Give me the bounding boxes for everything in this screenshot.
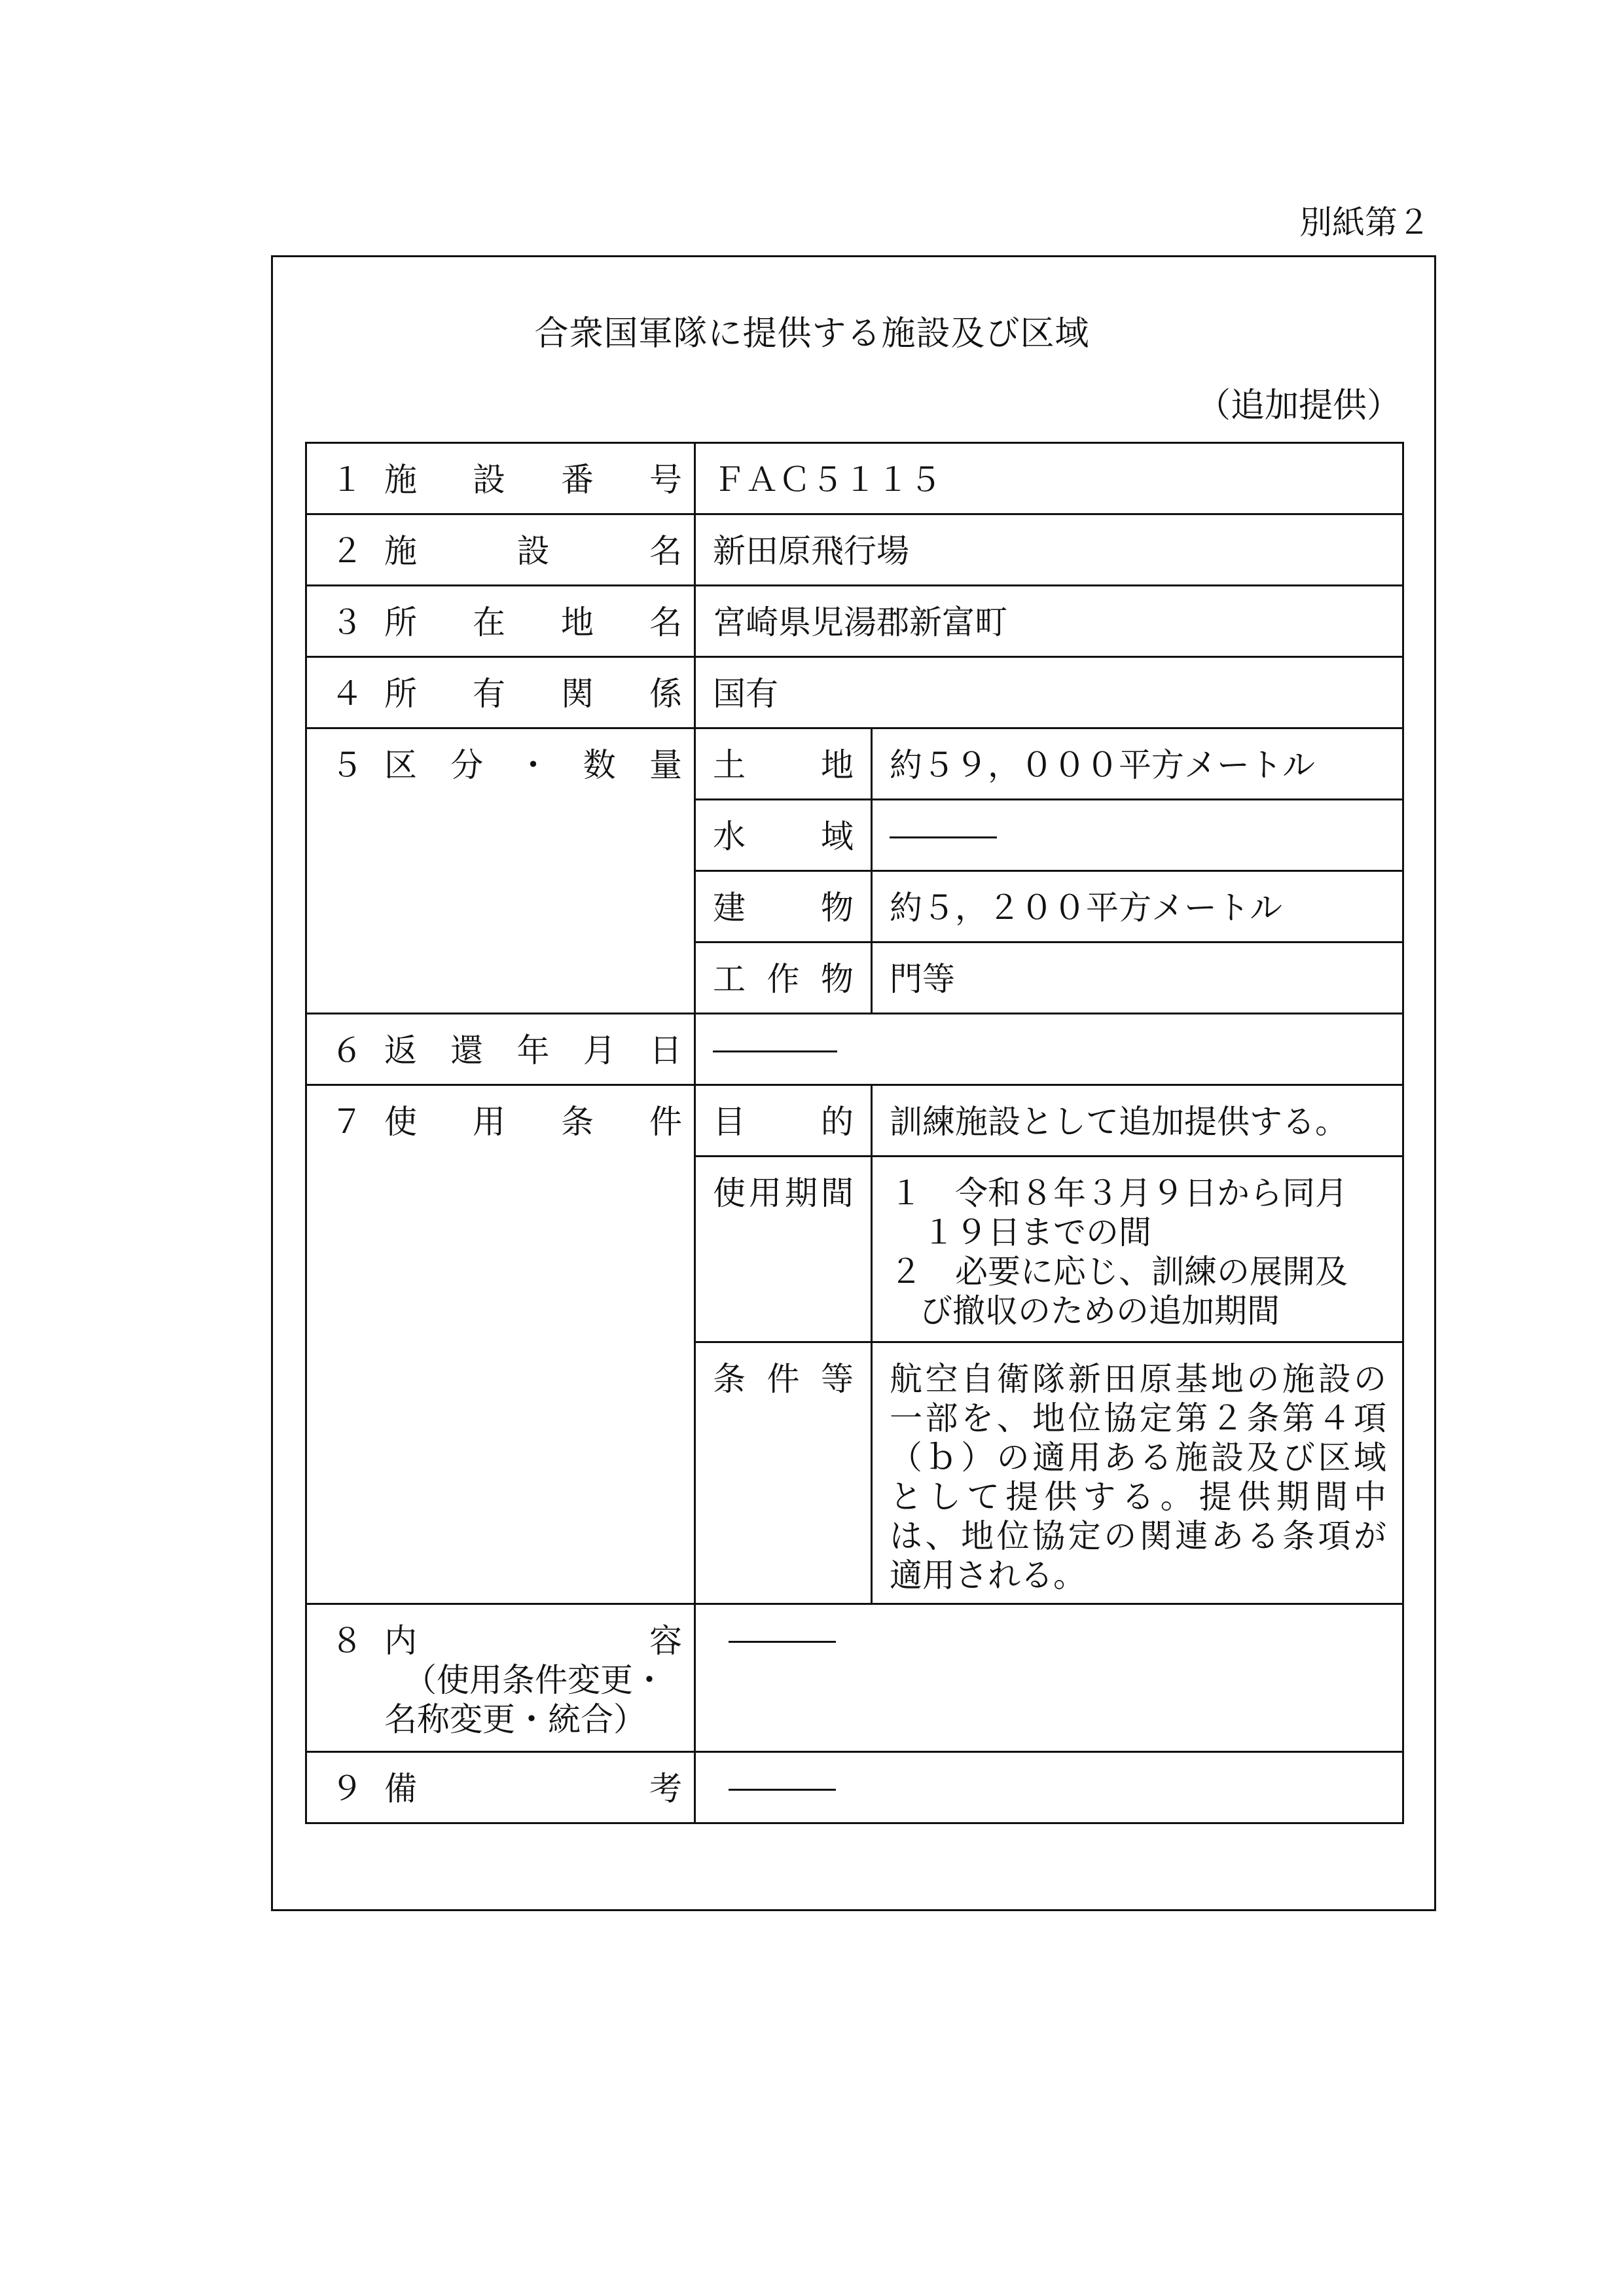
sub-label-cell [695,1342,872,1604]
value-cell [695,1752,1403,1823]
table-row [306,586,1403,657]
value-cell [872,728,1403,800]
row-label-sub: （使用条件変更・ [404,1661,666,1699]
value-cell [872,871,1403,942]
table-row [306,443,1403,514]
value-cell [872,1157,1403,1342]
table-row [306,1085,1403,1157]
value-cell [695,657,1403,728]
label-cell [306,1014,695,1085]
row-label: 内容 [384,1622,682,1660]
row-number: ９ [331,1770,363,1808]
row-label: 所在地名 [384,603,682,641]
table-row [306,514,1403,586]
sub-label-cell [695,942,872,1014]
row-label-sub: 名称変更・統合） [384,1700,646,1738]
sub-label-cell [695,1157,872,1342]
ownership: 国有 [713,675,778,713]
sub-label-cell [695,871,872,942]
row-number: １ [331,461,363,499]
land-area: 約５９，０００平方メートル [890,746,1315,784]
period-line: び撤収のための追加期間 [920,1292,1280,1330]
label-cell [306,514,695,586]
sub-label: 土地 [713,746,854,784]
document-subtitle: （追加提供） [1196,386,1401,425]
sub-label: 工作物 [713,960,854,998]
water-area-dash [890,836,997,838]
label-cell [306,443,695,514]
condition-line: として提供する。提供期間中 [890,1478,1386,1516]
sub-label-cell [695,1085,872,1157]
remarks-dash [729,1789,836,1791]
structures: 門等 [890,960,955,998]
label-cell [306,728,695,1014]
facility-table [305,442,1404,1824]
row-label: 区分・数量 [384,746,682,784]
label-cell [306,657,695,728]
row-label: 所有関係 [384,675,682,713]
sub-label: 建物 [713,889,854,927]
value-cell [872,800,1403,871]
row-label: 返還年月日 [384,1031,682,1069]
table-row [306,1014,1403,1085]
value-cell [872,942,1403,1014]
sub-label: 目的 [713,1103,854,1141]
conditions [873,1343,1402,1595]
condition-line: （ｂ）の適用ある施設及び区域 [890,1439,1386,1477]
row-number: ３ [331,603,363,641]
value-cell [695,514,1403,586]
condition-line: 適用される。 [890,1556,1086,1594]
return-date-dash [713,1050,837,1052]
label-cell [306,1085,695,1604]
label-cell [306,1604,695,1752]
sub-label: 使用期間 [713,1174,854,1212]
value-cell [695,1014,1403,1085]
row-label: 使用条件 [384,1103,682,1141]
value-cell [872,1085,1403,1157]
building-area: 約５，２００平方メートル [890,889,1282,927]
period-line: １９日までの間 [922,1213,1151,1251]
value-cell [695,443,1403,514]
table-row [306,657,1403,728]
condition-line: 一部を、地位協定第２条第４項 [890,1399,1386,1437]
row-number: ５ [331,746,363,784]
table-row [306,1604,1403,1752]
period-line: ２ 必要に応じ、訓練の展開及 [890,1253,1348,1291]
condition-line: 航空自衛隊新田原基地の施設の [890,1360,1386,1398]
condition-line: は、地位協定の関連ある条項が [890,1517,1386,1555]
label-cell [306,1752,695,1823]
usage-period [873,1157,1402,1331]
value-cell [695,586,1403,657]
row-number: ２ [331,532,363,570]
facility-name: 新田原飛行場 [713,532,909,570]
contents-dash [729,1641,836,1643]
sub-label: 条件等 [713,1360,854,1398]
row-number: ８ [331,1622,363,1660]
location: 宮崎県児湯郡新富町 [713,603,1007,641]
row-number: ６ [331,1031,363,1069]
table-row [306,1752,1403,1823]
annex-label: 別紙第２ [1299,204,1430,242]
value-cell [695,1604,1403,1752]
table-row [306,728,1403,800]
row-label: 施設番号 [384,461,682,499]
row-number: ４ [331,675,363,713]
sub-label-cell [695,800,872,871]
facility-number: ＦＡＣ５１１５ [713,461,942,499]
row-number: ７ [331,1103,363,1141]
sub-label-cell [695,728,872,800]
document-title: 合衆国軍隊に提供する施設及び区域 [534,314,1090,353]
row-label: 施設名 [384,532,682,570]
label-cell [306,586,695,657]
period-line: １ 令和８年３月９日から同月 [890,1174,1348,1212]
purpose: 訓練施設として追加提供する。 [890,1103,1348,1141]
sub-label: 水域 [713,817,854,855]
row-label: 備考 [384,1770,682,1808]
value-cell [872,1342,1403,1604]
